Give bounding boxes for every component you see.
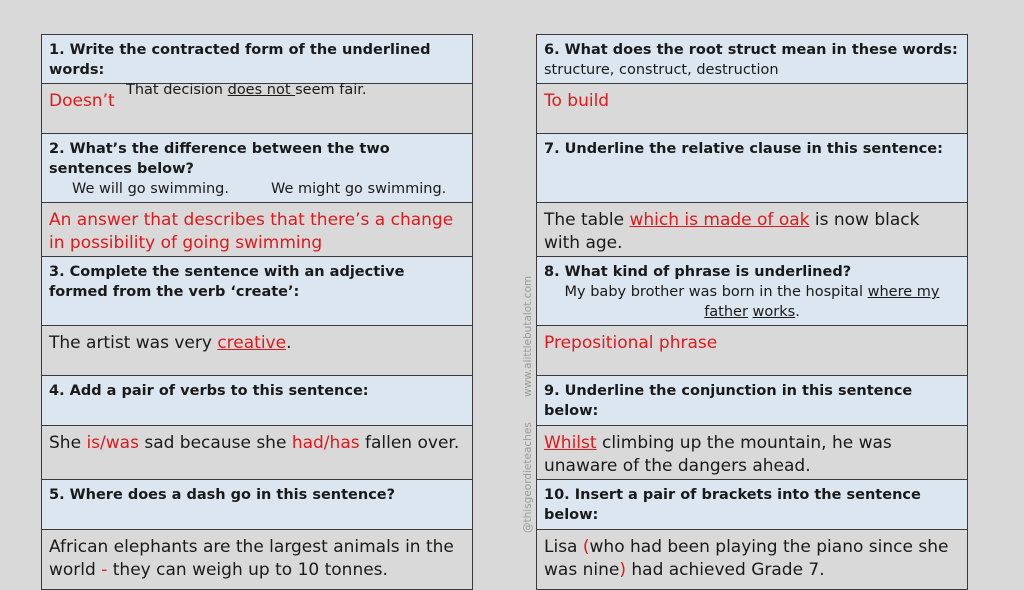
question-3 (41, 257, 473, 326)
sentence-2: We might go swimming. (270, 181, 447, 197)
answer-6 (536, 84, 968, 134)
close-bracket: ) (619, 560, 626, 580)
answer-5-text: they can weigh up to 10 tonnes. (107, 560, 388, 580)
sentence-1: We will go swimming. (72, 181, 229, 197)
question-9-title: 9. Underline the conjunction in this sentence below: (544, 383, 913, 419)
question-4 (41, 376, 473, 426)
answer-3 (41, 326, 473, 376)
answer-3-text: The artist was very (49, 333, 218, 353)
question-2-title: 2. What’s the difference between the two sentences below? (49, 141, 390, 177)
question-2-sentences (49, 179, 465, 199)
answer-10-text: who had been playing the piano since she was nine (544, 537, 949, 580)
question-7 (536, 134, 968, 203)
answer-4-text: She (49, 433, 87, 453)
question-1-title: 1. Write the contracted form of the underlined words: (49, 42, 431, 78)
answer-4-verb-1: is/was (86, 433, 139, 453)
answer-2-text: An answer that describes that there’s a change in possibility of going swimming (49, 210, 454, 253)
answer-3-word: creative (217, 333, 287, 353)
underlined-phrase-end: works (752, 304, 796, 320)
answer-7-text: The table (544, 210, 630, 230)
question-6 (536, 34, 968, 84)
question-8 (536, 257, 968, 326)
answer-10-text: had achieved Grade 7. (625, 560, 825, 580)
question-4-title: 4. Add a pair of verbs to this sentence: (49, 383, 369, 399)
answer-8-text: Prepositional phrase (544, 333, 718, 353)
question-2 (41, 134, 473, 203)
question-6-title: 6. What does the root struct mean in these words: (544, 42, 958, 58)
answer-5-text: African elephants are the largest animals in the world (49, 537, 454, 580)
question-5 (41, 480, 473, 530)
answer-4-text: fallen over. (359, 433, 460, 453)
question-5-title: 5. Where does a dash go in this sentence? (49, 487, 396, 503)
right-column (536, 34, 968, 590)
question-8-title: 8. What kind of phrase is underlined? (544, 264, 852, 280)
answer-2 (41, 203, 473, 257)
sentence-text: seem fair. (295, 82, 367, 98)
answer-5 (41, 530, 473, 590)
question-10 (536, 480, 968, 530)
underlined-words: does not (227, 82, 296, 98)
answer-9 (536, 426, 968, 480)
question-9 (536, 376, 968, 426)
answer-5-dash: - (101, 560, 108, 580)
answer-4-verb-2: had/has (291, 433, 360, 453)
answer-3-text-end: . (286, 333, 292, 353)
answer-1-text: Doesn’t (49, 91, 115, 111)
question-3-title: 3. Complete the sentence with an adjective formed from the verb ‘create’: (49, 264, 405, 300)
question-6-words: structure, construct, destruction (544, 62, 779, 78)
left-column (41, 34, 473, 590)
question-7-title: 7. Underline the relative clause in this sentence: (544, 141, 943, 157)
answer-8 (536, 326, 968, 376)
sentence-text: That decision (126, 82, 228, 98)
answer-10 (536, 530, 968, 590)
question-1 (41, 34, 473, 98)
underlined-phrase: where my father (704, 284, 940, 320)
watermark-handle: @thisgeordieteaches (522, 422, 534, 533)
answer-7-clause: which is made of oak (629, 210, 810, 230)
answer-7-text: is now black with age. (544, 210, 920, 253)
watermark-website: www.alittlebutalot.com (522, 275, 534, 397)
question-8-sentence (544, 282, 960, 322)
answer-4-text: sad because she (138, 433, 292, 453)
open-bracket: ( (582, 537, 590, 557)
question-10-title: 10. Insert a pair of brackets into the sentence below: (544, 487, 921, 523)
answer-4 (41, 426, 473, 480)
answer-9-text: climbing up the mountain, he was unaware of the dangers ahead. (544, 433, 892, 476)
answer-6-text: To build (544, 91, 610, 111)
sentence-text: My baby brother was born in the hospital (564, 284, 868, 300)
answer-7 (536, 203, 968, 257)
answer-9-conjunction: Whilst (544, 433, 597, 453)
sentence-text-end: . (795, 304, 800, 320)
answer-10-text: Lisa (544, 537, 583, 557)
